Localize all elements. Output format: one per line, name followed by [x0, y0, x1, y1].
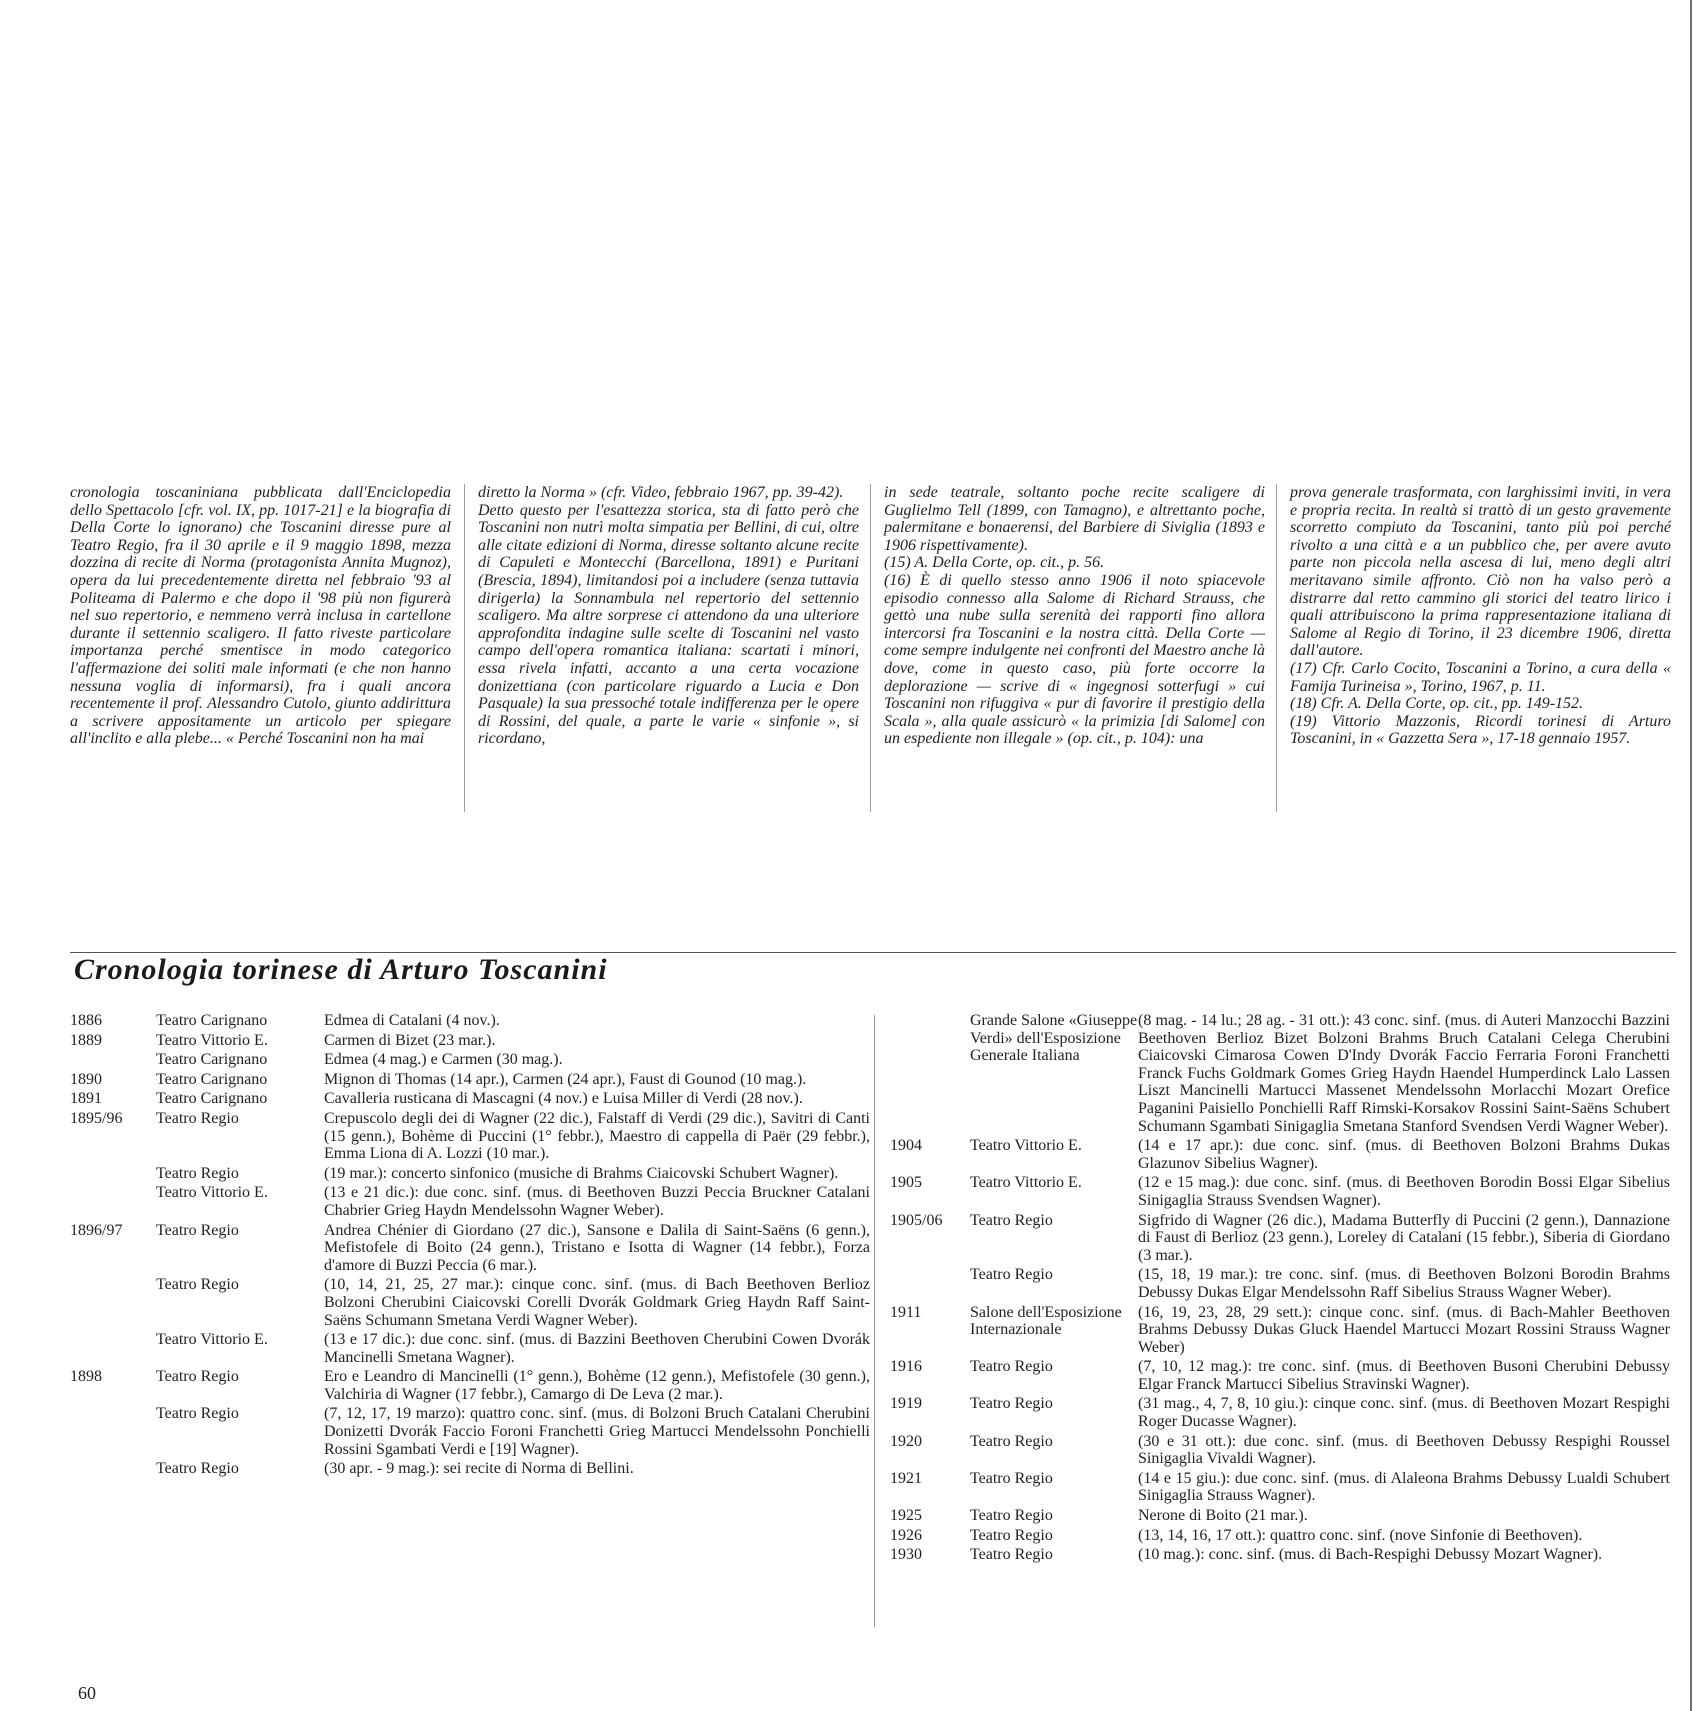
entry-description: Edmea (4 mag.) e Carmen (30 mag.).: [324, 1051, 563, 1069]
chronology-entry: [70, 1012, 870, 1030]
entry-description: (8 mag. - 14 lu.; 28 ag. - 31 ott.): 43 conc. sinf. (mus. di Auteri Manzocchi Bazzini Beethoven Berlioz Bizet Bolzoni Brahms Bruch Catalani Celega Cherubini Ciaicovski Cimarosa Cowen D'Indy Dvorák Faccio Ferraria Foroni Franchetti Franck Fuchs Goldmark Gomes Grieg Haydn Haendel Humperdinck Lalo Lassen Liszt Mancinelli Martucci Massenet Mendelssohn Morlacchi Mozart Orefice Paganini Paisiello Ponchielli Raff Rimski-Korsakov Rossini Saint-Saëns Schubert Schumann Sgambati Sinigaglia Smetana Stanford Svendsen Verdi Wagner Weber).: [1138, 1012, 1670, 1135]
entry-venue: Teatro Vittorio E.: [156, 1184, 268, 1202]
entry-year: 1898: [70, 1368, 102, 1386]
column-divider: [464, 484, 465, 812]
notes-column-4: [1290, 484, 1671, 748]
entry-year: 1920: [890, 1432, 922, 1450]
chronology-entry: [70, 1222, 870, 1275]
notes-column-3: [884, 484, 1265, 748]
notes-text: prova generale trasformata, con larghissimi inviti, in vera e propria recita. In realtà si trattò di un gesto gravemente scorretto compiuto da Toscanini, tanto più poi perché rivolto a una città e a un pubblico che, per avere avuto parte non piccola nella ascesa di lui, meno degli altri meritavano simile affronto. Ciò non ha valso però a distrarre dal retto cammino gli storici del teatro lirico i quali attribuiscono la prima rappresentazione italiana di Salome al Regio di Torino, il 23 dicembre 1906, diretta dall'autore.: [1290, 484, 1671, 660]
entry-venue: Teatro Carignano: [156, 1012, 268, 1029]
entry-venue: Teatro Regio: [156, 1405, 239, 1423]
entry-description: (13 e 17 dic.): due conc. sinf. (mus. di Bazzini Beethoven Cherubini Cowen Dvorák Mancinelli Smetana Wagner).: [324, 1331, 870, 1366]
entry-description: (19 mar.): concerto sinfonico (musiche di Brahms Ciaicovski Schubert Wagner).: [324, 1164, 839, 1182]
entry-year: [70, 1405, 156, 1458]
entry-year: [70, 1460, 156, 1478]
entry-description: Andrea Chénier di Giordano (27 dic.), Sansone e Dalila di Saint-Saëns (6 genn.), Mefistofele di Boito (24 genn.), Tristano e Isotta di Wagner (14 febbr.), Forza d'amore di Buzzi Peccia (6 mar.).: [324, 1221, 870, 1274]
chronology-entry: [70, 1090, 870, 1108]
entry-description: (13 e 21 dic.): due conc. sinf. (mus. di Beethoven Buzzi Peccia Bruckner Catalani Chabrier Grieg Haydn Mendelssohn Wagner Weber).: [324, 1184, 870, 1219]
entry-year: 1891: [70, 1090, 102, 1108]
chronology-entry: [890, 1395, 1670, 1430]
entry-venue: Teatro Carignano: [156, 1051, 268, 1069]
chronology-entry: [70, 1405, 870, 1458]
entry-description: Carmen di Bizet (23 mar.).: [324, 1031, 496, 1049]
chronology-left: [70, 1012, 870, 1480]
notes-text: diretto la Norma » (cfr. Video, febbraio 1967, pp. 39-42).: [478, 484, 844, 501]
entry-venue: Teatro Regio: [156, 1368, 239, 1386]
entry-year: [70, 1184, 156, 1219]
chronology-entry: [70, 1331, 870, 1366]
entry-year: [70, 1276, 156, 1329]
entry-description: (14 e 17 apr.): due conc. sinf. (mus. di Beethoven Bolzoni Brahms Dukas Glazunov Sibelius Wagner).: [1138, 1137, 1670, 1172]
chronology-entry: [890, 1266, 1670, 1301]
entry-description: (15, 18, 19 mar.): tre conc. sinf. (mus. di Beethoven Bolzoni Borodin Brahms Debussy Dukas Elgar Mendelssohn Raff Sibelius Strauss Wagner Weber).: [1138, 1266, 1670, 1301]
chronology-entry: [890, 1546, 1670, 1564]
column-divider: [874, 1015, 875, 1627]
chronology-entry: [890, 1212, 1670, 1265]
entry-description: (13, 14, 16, 17 ott.): quattro conc. sinf. (nove Sinfonie di Beethoven).: [1138, 1526, 1583, 1544]
entry-venue: Teatro Vittorio E.: [156, 1331, 268, 1349]
entry-description: Crepuscolo degli dei di Wagner (22 dic.), Falstaff di Verdi (29 dic.), Savitri di Canti (15 genn.), Bohème di Puccini (1° febbr.), Maestro di cappella di Paër (29 febbr.), Emma Liona di A. Lozzi (10 mar.).: [324, 1109, 870, 1163]
entry-year: 1889: [70, 1031, 102, 1049]
entry-year: [890, 1012, 970, 1135]
entry-year: 1926: [890, 1526, 922, 1544]
entry-venue: Teatro Regio: [156, 1221, 239, 1239]
entry-venue: Teatro Regio: [970, 1546, 1053, 1564]
entry-year: 1905/06: [890, 1211, 943, 1229]
entry-year: [70, 1051, 156, 1069]
column-divider: [870, 484, 871, 812]
chronology-entry: [890, 1507, 1670, 1525]
entry-venue: Teatro Regio: [156, 1164, 239, 1182]
entry-venue: Teatro Regio: [156, 1460, 239, 1478]
entry-description: (10, 14, 21, 25, 27 mar.): cinque conc. sinf. (mus. di Bach Beethoven Berlioz Bolzoni Cherubini Ciaicovski Corelli Dvorák Goldmark Grieg Haydn Raff Saint-Saëns Schumann Smetana Verdi Wagner Weber).: [324, 1276, 870, 1329]
entry-venue: Teatro Regio: [970, 1507, 1053, 1525]
entry-description: (7, 10, 12 mag.): tre conc. sinf. (mus. di Beethoven Busoni Cherubini Debussy Elgar Franck Martucci Sibelius Stravinski Wagner).: [1138, 1358, 1670, 1393]
notes-text: cronologia toscaniniana pubblicata dall'Enciclopedia dello Spettacolo [cfr. vol. IX, pp. 1017-21] e la biografia di Della Corte lo ignorano) che Toscanini diresse pure al Teatro Regio, fra il 30 aprile e il 9 maggio 1898, mezza dozzina di recite di Norma (protagonista Annita Mugnoz), opera da lui precedentemente diretta nel febbraio '93 al Politeama di Palermo e che dopo il '98 più non figurerà nel suo repertorio, e nemmeno verrà inclusa in cartellone durante il settennio scaligero. Il fatto riveste particolare importanza perché smentisce in modo categorico l'affermazione dei soliti male informati (e che non hanno nessuna voglia di informarsi), fra i quali ancora recentemente il prof. Alessandro Cutolo, giunto addirittura a scrivere appositamente un articolo per spiegare all'inclito e alla plebe... « Perché Toscanini non ha mai: [70, 484, 451, 748]
entry-description: Ero e Leandro di Mancinelli (1° genn.), Bohème (12 genn.), Mefistofele (30 genn.), Valchiria di Wagner (17 febbr.), Camargo di De Leva (2 mar.).: [324, 1368, 870, 1403]
entry-venue: Teatro Regio: [970, 1266, 1053, 1284]
entry-venue: Teatro Regio: [970, 1211, 1053, 1229]
entry-year: [890, 1266, 970, 1301]
entry-venue: Grande Salone «Giuseppe Verdi» dell'Esposizione Generale Italiana: [970, 1012, 1138, 1065]
entry-year: [70, 1331, 156, 1366]
entry-venue: Teatro Regio: [156, 1276, 239, 1294]
chronology-entry: [70, 1110, 870, 1163]
page-number: 60: [78, 1683, 96, 1703]
notes-text: Detto questo per l'esattezza storica, sta di fatto però che Toscanini non nutrì molta simpatia per Bellini, di cui, oltre alle citate edizioni di Norma, diresse soltanto alcune recite di Capuleti e Montecchi (Barcellona, 1891) e Puritani (Brescia, 1894), limitandosi poi a includere (senza tuttavia dirigerla) la Sonnambula nel repertorio del settennio scaligero. Ma altre sorprese ci attendono da una ulteriore approfondita indagine sulle scelte di Toscanini nel vasto campo dell'opera romantica italiana: scartati i minori, essa rivela infatti, accanto a una certa vocazione donizettiana (con particolare riguardo a Lucia e Don Pasquale) la sua pressoché totale indifferenza per le opere di Rossini, del quale, a parte le varie « sinfonie », si ricordano,: [478, 501, 859, 748]
chronology-entry: [70, 1071, 870, 1089]
entry-year: 1930: [890, 1546, 922, 1564]
chronology-right: [890, 1012, 1670, 1566]
chronology-entry: [890, 1470, 1670, 1505]
entry-year: 1916: [890, 1358, 922, 1376]
footnote-19: (19) Vittorio Mazzonis, Ricordi torinesi di Arturo Toscanini, in « Gazzetta Sera », 17-18 gennaio 1957.: [1290, 712, 1671, 748]
entry-year: 1921: [890, 1469, 922, 1487]
chronology-entry: [70, 1032, 870, 1050]
entry-description: (16, 19, 23, 28, 29 sett.): cinque conc. sinf. (mus. di Bach-Mahler Beethoven Brahms Debussy Dukas Gluck Haendel Martucci Mozart Rossini Strauss Wagner Weber): [1138, 1303, 1670, 1356]
entry-venue: Teatro Vittorio E.: [156, 1031, 268, 1049]
entry-year: 1905: [890, 1174, 922, 1192]
entry-year: 1911: [890, 1303, 922, 1321]
footnote-15: (15) A. Della Corte, op. cit., p. 56.: [884, 554, 1105, 572]
chronology-entry: [890, 1358, 1670, 1393]
entry-year: 1904: [890, 1137, 922, 1155]
entry-description: Mignon di Thomas (14 apr.), Carmen (24 apr.), Faust di Gounod (10 mag.).: [324, 1070, 807, 1088]
chronology-entry: [70, 1165, 870, 1183]
entry-venue: Teatro Regio: [970, 1469, 1053, 1487]
chronology-entry: [890, 1304, 1670, 1357]
entry-description: Sigfrido di Wagner (26 dic.), Madama Butterfly di Puccini (2 genn.), Dannazione di Faust di Berlioz (23 genn.), Loreley di Catalani (15 febbr.), Siberia di Giordano (3 mar.).: [1138, 1211, 1670, 1264]
footnote-17: (17) Cfr. Carlo Cocito, Toscanini a Torino, a cura della « Famija Turineisa », Torino, 1967, p. 11.: [1290, 659, 1671, 695]
page-edge: [1690, 0, 1692, 1711]
chronology-entry: [890, 1527, 1670, 1545]
entry-description: (10 mag.): conc. sinf. (mus. di Bach-Respighi Debussy Mozart Wagner).: [1138, 1546, 1603, 1564]
entry-venue: Teatro Regio: [970, 1358, 1053, 1376]
chronology-entry: [70, 1051, 870, 1069]
page-title: Cronologia torinese di Arturo Toscanini: [74, 953, 608, 986]
entry-year: 1925: [890, 1507, 922, 1525]
chronology-entry: [890, 1433, 1670, 1468]
chronology-entry: [70, 1368, 870, 1403]
entry-year: [70, 1165, 156, 1183]
entry-description: Cavalleria rusticana di Mascagni (4 nov.) e Luisa Miller di Verdi (28 nov.).: [324, 1090, 803, 1108]
entry-description: Edmea di Catalani (4 nov.).: [324, 1012, 500, 1029]
chronology-entry: [70, 1276, 870, 1329]
entry-description: (31 mag., 4, 7, 8, 10 giu.): cinque conc. sinf. (mus. di Beethoven Mozart Respighi Roger Ducasse Wagner).: [1138, 1395, 1670, 1431]
entry-description: (14 e 15 giu.): due conc. sinf. (mus. di Alaleona Brahms Debussy Lualdi Schubert Sinigaglia Strauss Wagner).: [1138, 1469, 1670, 1505]
notes-column-1: [70, 484, 451, 748]
entry-year: 1895/96: [70, 1109, 123, 1127]
entry-venue: Teatro Regio: [970, 1395, 1053, 1413]
chronology-entry: [890, 1137, 1670, 1172]
chronology-entry: [890, 1174, 1670, 1209]
entry-year: 1886: [70, 1012, 102, 1029]
column-divider: [1276, 484, 1277, 812]
entry-venue: Salone dell'Esposizione Internazionale: [970, 1303, 1122, 1339]
chronology-entry: [890, 1012, 1670, 1135]
entry-description: (30 e 31 ott.): due conc. sinf. (mus. di Beethoven Debussy Respighi Roussel Sinigaglia Vivaldi Wagner).: [1138, 1432, 1670, 1468]
entry-venue: Teatro Carignano: [156, 1070, 268, 1088]
footnote-16: (16) È di quello stesso anno 1906 il noto spiacevole episodio connesso alla Salome di Richard Strauss, che gettò una nube sulla serenità dei rapporti fino allora intercorsi fra Toscanini e la nostra città. Della Corte — come sempre indulgente nei confronti del Maestro anche là dove, come in questo caso, più forte occorre la deplorazione — scrive di « ingegnosi sotterfugi » cui Toscanini non rifuggiva « pur di favorire il prestigio della Scala », alla quale assicurò « la primizia [di Salome] con un espediente non illegale » (op. cit., p. 104): una: [884, 571, 1265, 748]
entry-venue: Teatro Vittorio E.: [970, 1137, 1082, 1155]
entry-venue: Teatro Vittorio E.: [970, 1174, 1082, 1192]
entry-description: (30 apr. - 9 mag.): sei recite di Norma di Bellini.: [324, 1460, 634, 1478]
notes-column-2: [478, 484, 859, 748]
entry-venue: Teatro Regio: [970, 1432, 1053, 1450]
entry-year: 1919: [890, 1395, 922, 1413]
entry-year: 1890: [70, 1070, 102, 1088]
entry-venue: Teatro Regio: [156, 1109, 239, 1127]
entry-year: 1896/97: [70, 1221, 123, 1239]
footnote-18: (18) Cfr. A. Della Corte, op. cit., pp. 149-152.: [1290, 695, 1584, 713]
chronology-entry: [70, 1184, 870, 1219]
entry-venue: Teatro Regio: [970, 1526, 1053, 1544]
chronology-entry: [70, 1460, 870, 1478]
entry-venue: Teatro Carignano: [156, 1090, 268, 1108]
notes-text: in sede teatrale, soltanto poche recite scaligere di Guglielmo Tell (1899, con Tamagno), e altrettanto poche, palermitane e bonaerensi, del Barbiere di Siviglia (1893 e 1906 rispettivamente).: [884, 484, 1265, 554]
entry-description: (12 e 15 mag.): due conc. sinf. (mus. di Beethoven Borodin Bossi Elgar Sibelius Sinigaglia Strauss Svendsen Wagner).: [1138, 1174, 1670, 1209]
entry-description: Nerone di Boito (21 mar.).: [1138, 1507, 1308, 1525]
entry-description: (7, 12, 17, 19 marzo): quattro conc. sinf. (mus. di Bolzoni Bruch Catalani Cherubini Donizetti Dvorák Faccio Foroni Franchetti Grieg Martucci Mendelssohn Ponchielli Rossini Sgambati Verdi e [19] Wagner).: [324, 1405, 870, 1458]
